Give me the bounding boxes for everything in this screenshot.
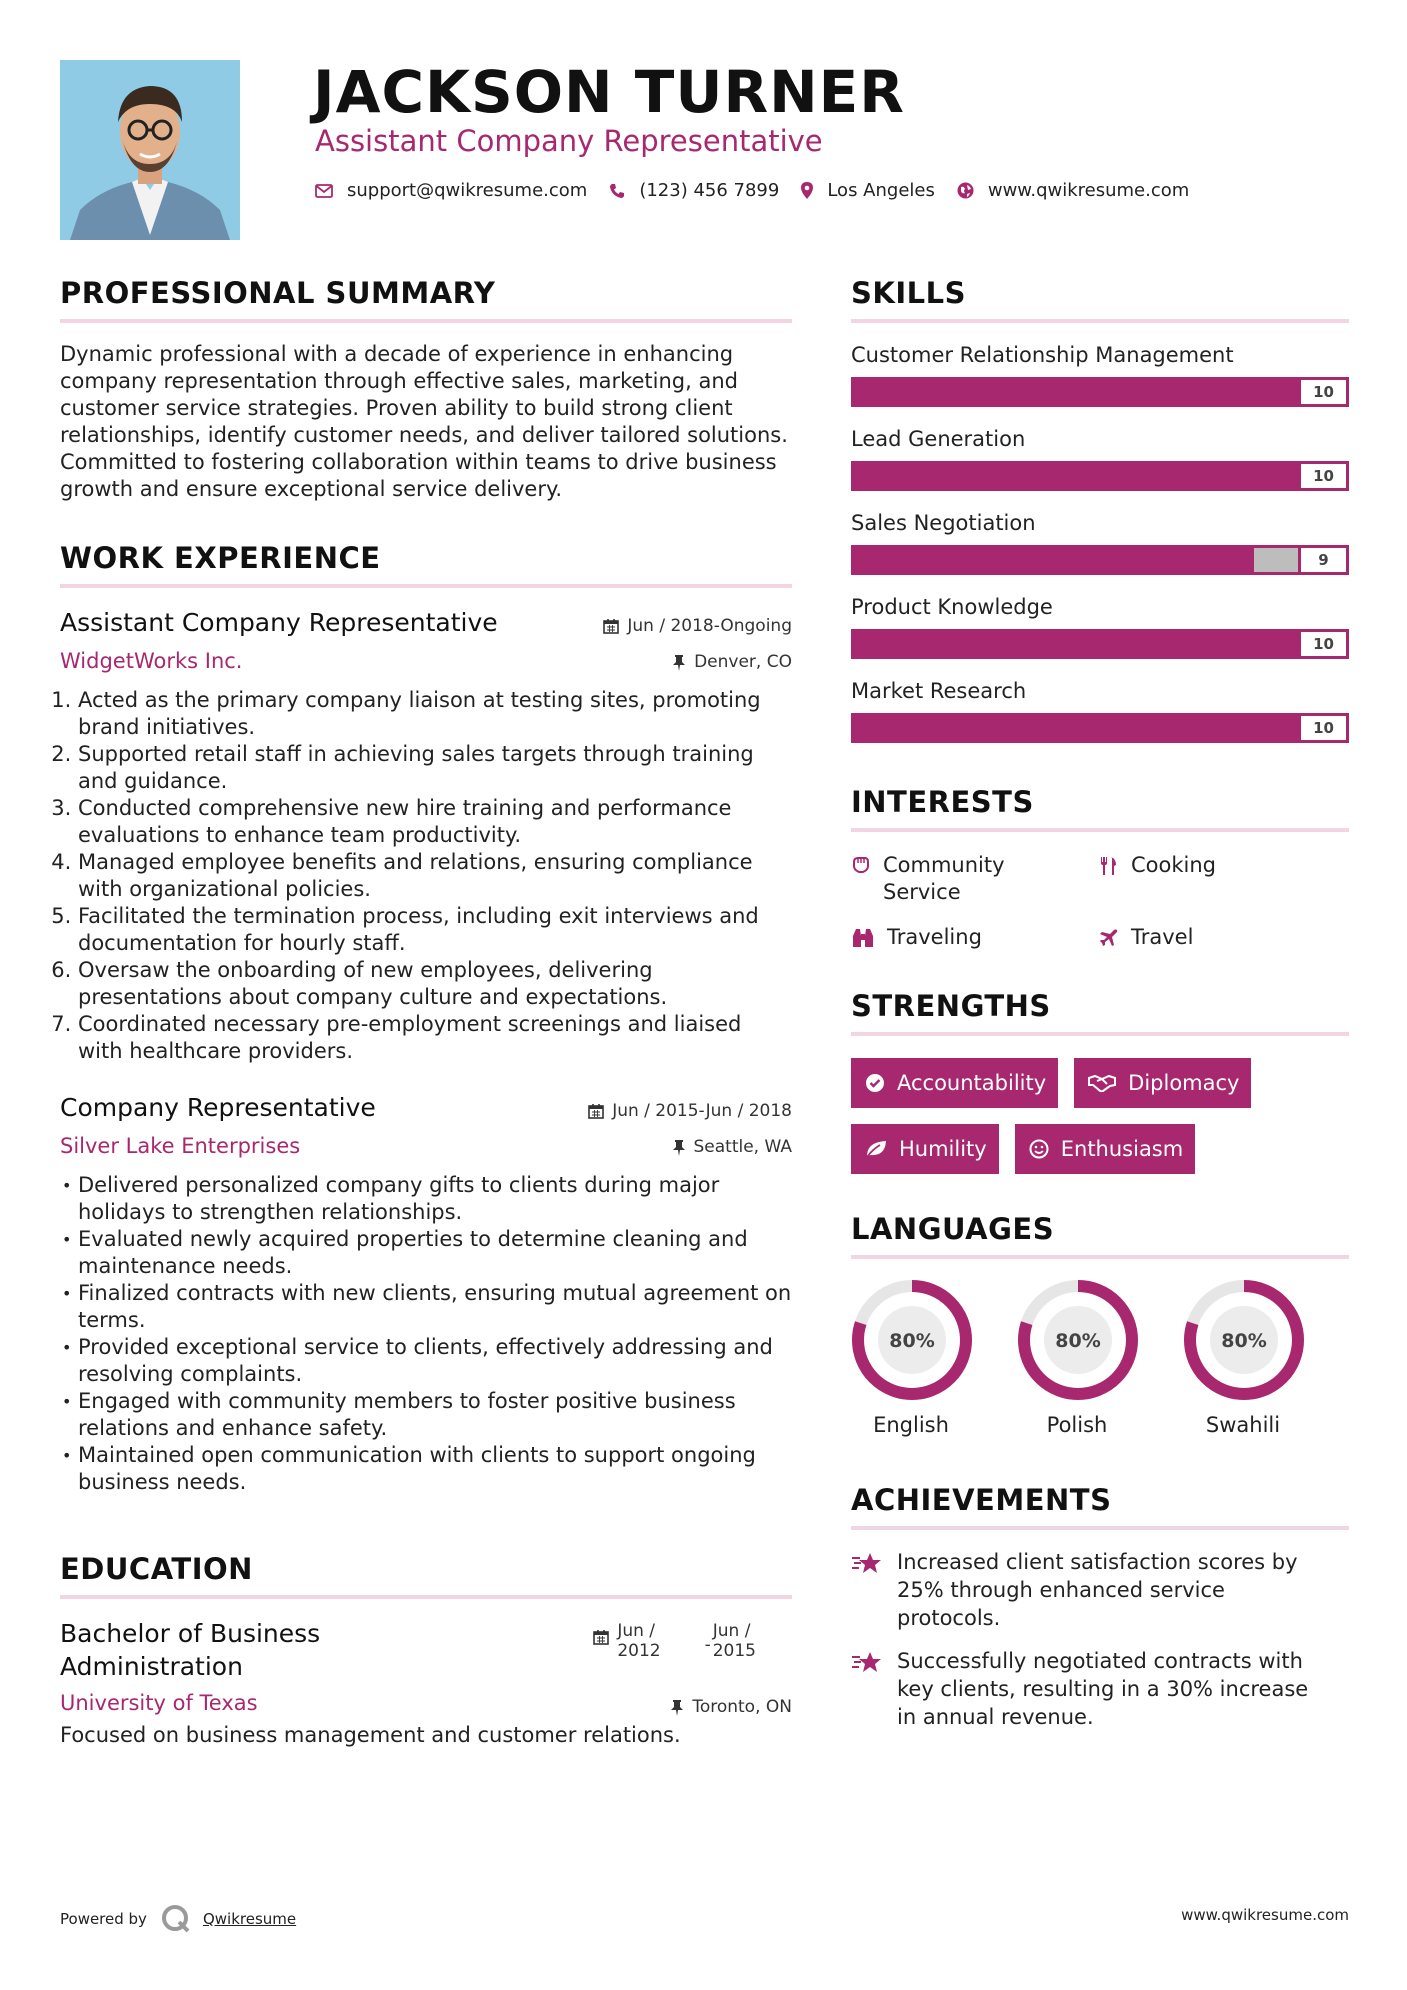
contact-email-text: support@qwikresume.com <box>347 180 588 201</box>
interest-item <box>1099 852 1349 906</box>
interest-label <box>883 852 1005 906</box>
footer-powered-by <box>60 1904 296 1934</box>
language-ring <box>1017 1279 1139 1401</box>
achievement-line: protocols. <box>897 1606 1001 1630</box>
list-item: 2. Supported retail staff in achieving sales targets through training and guidance. <box>78 741 792 795</box>
language-percent: 80% <box>1055 1330 1101 1352</box>
strength-tag <box>1015 1124 1195 1174</box>
achievement-text <box>897 1548 1298 1632</box>
list-item: • Engaged with community members to foster positive business relations and enhance safety. <box>60 1388 792 1442</box>
language-percent: 80% <box>1221 1330 1267 1352</box>
interest-line: Community <box>883 853 1005 877</box>
strength-label: Humility <box>899 1137 987 1161</box>
education-entry <box>60 1617 792 1747</box>
skill-name: Market Research <box>851 679 1027 703</box>
achievement-line: Successfully negotiated contracts with <box>897 1649 1303 1673</box>
job-location <box>672 1137 793 1157</box>
date-part: 2015 <box>712 1641 756 1661</box>
skill-name: Lead Generation <box>851 427 1026 451</box>
skill-item <box>851 511 1349 575</box>
skill-level-badge: 10 <box>1298 464 1346 488</box>
interest-item <box>851 852 1099 906</box>
skill-level-badge: 10 <box>1298 380 1346 404</box>
strengths-tags <box>851 1058 1349 1174</box>
education-heading: EDUCATION <box>60 1552 792 1599</box>
skill-bar <box>851 461 1349 491</box>
job-dates-text: Jun / 2015-Jun / 2018 <box>612 1101 792 1121</box>
plane-icon <box>1099 928 1119 948</box>
interest-line: Service <box>883 880 961 904</box>
contact-phone[interactable] <box>609 180 779 201</box>
interests-heading: INTERESTS <box>851 785 1349 832</box>
date-separator: - <box>704 1635 711 1655</box>
job-dates-text: Jun / 2018-Ongoing <box>627 616 792 636</box>
education-description: Focused on business management and customer relations. <box>60 1723 681 1747</box>
language-item <box>1183 1279 1349 1437</box>
achievement-line: in annual revenue. <box>897 1705 1094 1729</box>
achievements-heading: ACHIEVEMENTS <box>851 1483 1349 1530</box>
hand-heart-icon <box>851 856 871 874</box>
strength-tag <box>851 1058 1058 1108</box>
envelope-icon <box>315 184 333 198</box>
interest-item <box>1099 924 1349 951</box>
achievement-line: 25% through enhanced service <box>897 1578 1225 1602</box>
powered-by-label: Powered by <box>60 1910 147 1928</box>
job-company: WidgetWorks Inc. <box>60 649 243 673</box>
phone-icon <box>609 183 625 199</box>
job-entry <box>60 608 792 1065</box>
handshake-icon <box>1088 1074 1116 1092</box>
language-ring <box>1183 1279 1305 1401</box>
contact-location-text: Los Angeles <box>827 180 935 201</box>
contact-location <box>801 180 935 201</box>
language-name: Swahili <box>1205 1413 1281 1437</box>
job-location <box>672 652 792 672</box>
education-location <box>670 1697 792 1717</box>
candidate-name: JACKSON TURNER <box>313 58 905 126</box>
job-company: Silver Lake Enterprises <box>60 1134 301 1158</box>
skill-item <box>851 679 1349 743</box>
achievement-item <box>851 1548 1349 1632</box>
language-name: English <box>873 1413 949 1437</box>
strength-label: Enthusiasm <box>1060 1137 1184 1161</box>
list-item: • Delivered personalized company gifts to clients during major holidays to strengthen relationships. <box>60 1172 792 1226</box>
summary-text: Dynamic professional with a decade of experience in enhancing company representation through effective sales, marketing, and customer service strategies. Proven ability to build strong client relationships, identify customer needs, and deliver tailored solutions. Committed to fostering collaboration within teams to drive business growth and ensure exceptional service delivery. <box>60 342 788 501</box>
degree-line: Bachelor of Business <box>60 1619 321 1648</box>
skill-name: Product Knowledge <box>851 595 1053 619</box>
list-item: 3. Conducted comprehensive new hire training and performance evaluations to enhance team productivity. <box>78 795 792 849</box>
job-title: Assistant Company Representative <box>60 608 498 637</box>
experience-heading: WORK EXPERIENCE <box>60 541 792 588</box>
calendar-icon <box>593 1629 609 1645</box>
job-location-text: Denver, CO <box>694 652 792 672</box>
pushpin-icon <box>672 1139 686 1156</box>
pushpin-icon <box>670 1699 684 1716</box>
skill-bar <box>851 629 1349 659</box>
candidate-title: Assistant Company Representative <box>315 124 823 158</box>
languages-heading: LANGUAGES <box>851 1212 1349 1259</box>
qwikresume-link[interactable]: Qwikresume <box>202 1910 297 1928</box>
skill-level-badge: 10 <box>1298 716 1346 740</box>
interest-label: Cooking <box>1131 853 1216 877</box>
education-dates <box>593 1621 756 1661</box>
calendar-icon <box>588 1103 604 1119</box>
calendar-icon <box>603 618 619 634</box>
skills-list <box>851 343 1349 743</box>
star-trophy-icon <box>851 1651 883 1673</box>
leaf-icon <box>865 1140 887 1158</box>
achievements-list <box>851 1548 1349 1731</box>
achievement-line: key clients, resulting in a 30% increase <box>897 1677 1309 1701</box>
achievement-line: Increased client satisfaction scores by <box>897 1550 1298 1574</box>
strength-tag <box>851 1124 999 1174</box>
strength-label: Diplomacy <box>1128 1071 1240 1095</box>
language-percent: 80% <box>889 1330 935 1352</box>
interest-item <box>851 924 1099 951</box>
school-name: University of Texas <box>60 1691 258 1715</box>
profile-photo <box>60 60 240 240</box>
contact-website[interactable] <box>957 180 1189 201</box>
education-date-end <box>713 1621 756 1661</box>
skill-level-badge: 9 <box>1298 548 1346 572</box>
language-name: Polish <box>1046 1413 1108 1437</box>
utensils-icon <box>1099 856 1119 876</box>
list-item: • Evaluated newly acquired properties to determine cleaning and maintenance needs. <box>60 1226 792 1280</box>
check-circle-icon <box>865 1073 885 1093</box>
skill-name: Sales Negotiation <box>851 511 1036 535</box>
contact-website-text: www.qwikresume.com <box>987 180 1190 201</box>
job-dates <box>588 1101 792 1121</box>
contact-email[interactable] <box>315 180 587 201</box>
job-location-text: Seattle, WA <box>693 1137 792 1157</box>
pushpin-icon <box>672 654 686 671</box>
globe-icon <box>957 182 974 199</box>
skill-item <box>851 427 1349 491</box>
skills-heading: SKILLS <box>851 276 1349 323</box>
job-title: Company Representative <box>60 1093 376 1122</box>
skill-bar <box>851 713 1349 743</box>
contact-phone-text: (123) 456 7899 <box>639 180 780 201</box>
strength-tag <box>1074 1058 1251 1108</box>
achievement-item <box>851 1647 1349 1731</box>
education-location-text: Toronto, ON <box>692 1697 792 1717</box>
left-column <box>60 276 792 1747</box>
list-item: • Maintained open communication with clients to support ongoing business needs. <box>60 1442 792 1496</box>
strengths-heading: STRENGTHS <box>851 989 1349 1036</box>
list-item: 5. Facilitated the termination process, including exit interviews and documentation for hourly staff. <box>78 903 792 957</box>
job-duties-list <box>60 687 792 1065</box>
list-item: 4. Managed employee benefits and relations, ensuring compliance with organizational policies. <box>78 849 792 903</box>
skill-bar-rest <box>1254 548 1298 572</box>
skill-name: Customer Relationship Management <box>851 343 1234 367</box>
star-trophy-icon <box>851 1552 883 1574</box>
list-item: • Provided exceptional service to clients, effectively addressing and resolving complaints. <box>60 1334 792 1388</box>
languages-list <box>851 1279 1349 1437</box>
smile-icon <box>1029 1139 1049 1159</box>
contact-bar <box>315 180 1211 201</box>
qwikresume-logo-icon <box>161 1904 191 1934</box>
skill-bar-fill <box>854 464 1298 488</box>
skill-bar-fill <box>854 548 1254 572</box>
right-column <box>851 276 1349 1731</box>
education-date-start <box>617 1621 660 1661</box>
list-item: • Finalized contracts with new clients, ensuring mutual agreement on terms. <box>60 1280 792 1334</box>
skill-bar <box>851 545 1349 575</box>
date-part: Jun / <box>617 1621 656 1641</box>
map-marker-icon <box>801 182 813 199</box>
strength-label: Accountability <box>897 1071 1047 1095</box>
binoculars-icon <box>851 928 875 948</box>
language-ring <box>851 1279 973 1401</box>
date-part: 2012 <box>617 1641 661 1661</box>
job-dates <box>603 616 792 636</box>
language-item <box>851 1279 1017 1437</box>
list-item: 6. Oversaw the onboarding of new employees, delivering presentations about company culture and expectations. <box>78 957 792 1011</box>
skill-bar-fill <box>854 716 1298 740</box>
skill-item <box>851 343 1349 407</box>
degree-line: Administration <box>60 1652 243 1681</box>
interest-label: Travel <box>1131 925 1194 949</box>
skill-bar-fill <box>854 380 1298 404</box>
achievement-text <box>897 1647 1308 1731</box>
job-duties-list <box>60 1172 792 1496</box>
portrait-image <box>60 60 240 240</box>
language-item <box>1017 1279 1183 1437</box>
skill-level-badge: 10 <box>1298 632 1346 656</box>
list-item: 7. Coordinated necessary pre-employment screenings and liaised with healthcare providers. <box>78 1011 792 1065</box>
interest-label: Traveling <box>887 925 982 949</box>
summary-heading: PROFESSIONAL SUMMARY <box>60 276 792 323</box>
skill-bar <box>851 377 1349 407</box>
job-entry <box>60 1093 792 1496</box>
interests-grid <box>851 852 1349 951</box>
skill-bar-fill <box>854 632 1298 656</box>
footer-url[interactable]: www.qwikresume.com <box>1181 1906 1349 1924</box>
skill-item <box>851 595 1349 659</box>
list-item: 1. Acted as the primary company liaison at testing sites, promoting brand initiatives. <box>78 687 792 741</box>
date-part: Jun / <box>712 1621 751 1641</box>
